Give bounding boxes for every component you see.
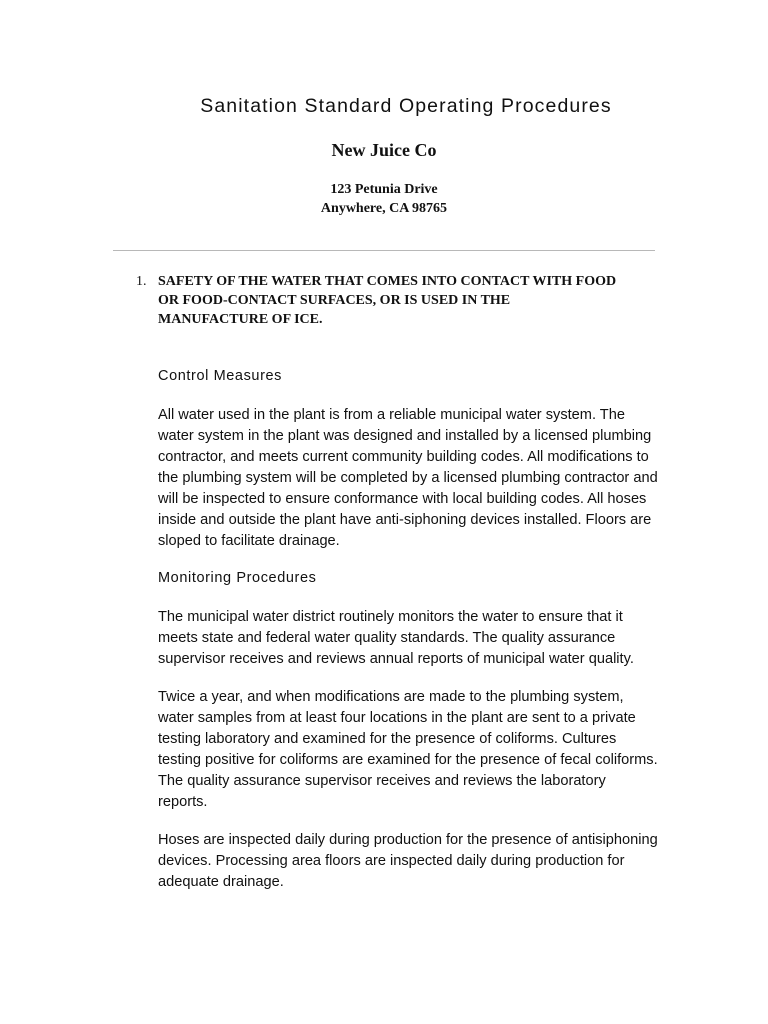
address-line-2: Anywhere, CA 98765 xyxy=(320,201,448,216)
header-divider xyxy=(113,250,655,251)
monitoring-paragraph-1: The municipal water district routinely monitors the water to ensure that it meets state and federal water quality standards. The quality assurance supervisor receives and reviews annual reports of municipal water quality. xyxy=(158,609,634,667)
monitoring-paragraph-3: Hoses are inspected daily during production for the presence of antisiphoning devices. Processing area floors are inspected daily during production for adequate drainage. xyxy=(158,832,658,890)
address-line-1: 123 Petunia Drive xyxy=(330,182,438,197)
control-measures-paragraph: All water used in the plant is from a reliable municipal water system. The water system in the plant was designed and installed by a licensed plumbing contractor, and meets current community building codes. All modifications to the plumbing system will be completed by a licensed plumbing contractor and will be inspected to ensure conformance with local building codes. All hoses inside and outside the plant have anti-siphoning devices installed. Floors are sloped to facilitate drainage. xyxy=(158,407,658,549)
monitoring-procedures-heading: Monitoring Procedures xyxy=(158,570,317,586)
document-title: Sanitation Standard Operating Procedures xyxy=(200,95,612,117)
section-heading-text: SAFETY OF THE WATER THAT COMES INTO CONTACT WITH FOOD OR FOOD-CONTACT SURFACES, OR IS USED IN THE MANUFACTURE OF ICE. xyxy=(158,274,617,327)
monitoring-paragraph-2: Twice a year, and when modifications are made to the plumbing system, water samples from at least four locations in the plant are sent to a private testing laboratory and examined for the presence of coliforms. Cultures testing positive for coliforms are examined for the presence of fecal coliforms. The quality assurance supervisor receives and reviews the laboratory reports. xyxy=(158,689,658,810)
section-number: 1. xyxy=(136,274,147,289)
company-name: New Juice Co xyxy=(331,140,437,160)
control-measures-heading: Control Measures xyxy=(158,368,283,384)
company-address xyxy=(0,180,768,218)
